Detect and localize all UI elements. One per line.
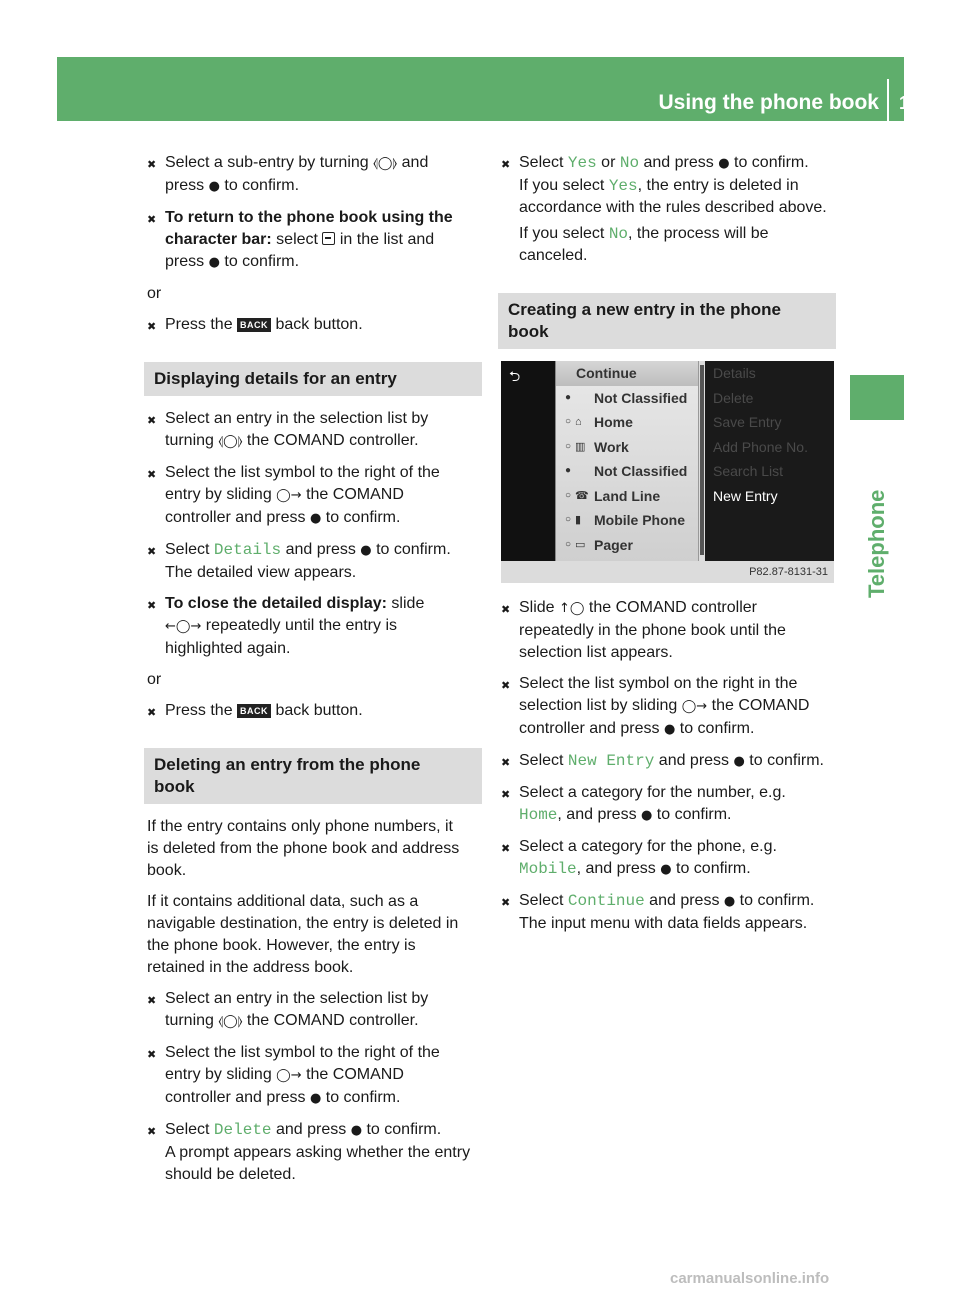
menu-term-yes: Yes (567, 154, 597, 172)
menu-item: Add Phone No. (713, 438, 808, 455)
menu-term-details: Details (213, 541, 282, 559)
controller-press-icon: ● (660, 862, 672, 877)
controller-press-icon: ● (641, 808, 653, 823)
controller-press-icon: ● (718, 156, 730, 171)
menu-item-active: New Entry (713, 487, 778, 504)
list-item: ● Not Classified (556, 459, 698, 484)
step-select-new-entry: ✖ Select New Entry and press ● to confirm. (501, 750, 837, 773)
step-marker-icon (501, 597, 510, 621)
controller-slide-right-icon: ◯→ (276, 1068, 302, 1083)
comand-screenshot (501, 361, 834, 583)
menu-item: Details (713, 365, 756, 381)
radio-icon: ○ (565, 514, 572, 525)
side-tab (850, 375, 904, 420)
step-select-list-symbol: ✖ Select the list symbol to the right of the entry by sliding ◯→ the COMAND controller and press ● to confirm. (147, 462, 482, 530)
step-marker-icon (147, 988, 156, 1012)
step-marker-icon (147, 207, 156, 231)
step-close-detailed-display: ✖ To close the detailed display: slide ←◯→ repeatedly until the entry is highlighted again. (147, 593, 482, 660)
controller-turn-icon: ⦉◯⦊ (218, 1014, 243, 1029)
menu-item: Delete (713, 389, 754, 406)
right-column (501, 152, 837, 944)
or-text: or (147, 671, 162, 688)
step-marker-icon (501, 673, 510, 697)
step-marker-icon (147, 1042, 156, 1066)
step-marker-icon (501, 782, 510, 806)
list-item: ○ ▥ Work (556, 435, 698, 460)
controller-press-icon: ● (663, 722, 676, 737)
step-marker-icon (501, 890, 510, 914)
list-item: ○ ☎ Land Line (556, 484, 698, 509)
controller-press-icon: ● (208, 179, 220, 194)
step-slide-up: ✖ Slide ↑◯ the COMAND controller repeatedly in the phone book until the selection list appears. (501, 597, 837, 664)
step-marker-icon (501, 750, 510, 774)
step-select-delete: ✖ Select Delete and press ● to confirm. A prompt appears asking whether the entry should be deleted. (147, 1119, 482, 1186)
controller-slide-left-right-icon: ←◯→ (165, 619, 202, 634)
or-text: or (147, 285, 162, 302)
controller-press-icon: ● (309, 1091, 322, 1106)
radio-icon: ○ (565, 416, 572, 427)
back-arrow-icon: ⮌ (509, 368, 521, 384)
step-marker-icon (147, 593, 156, 617)
controller-press-icon: ● (733, 754, 745, 769)
step-marker-icon (147, 700, 156, 724)
left-column (147, 152, 482, 1195)
menu-term-home: Home (519, 806, 558, 824)
menu-term-no: No (619, 154, 640, 172)
step-select-entry: ✖ Select an entry in the selection list by turning ⦉◯⦊ the COMAND controller. (147, 408, 482, 453)
screen-left-panel (501, 361, 555, 561)
controller-turn-icon: ⦉◯⦊ (373, 156, 398, 171)
watermark: carmanualsonline.info (670, 1270, 830, 1287)
menu-item: Search List (713, 463, 784, 479)
controller-slide-right-icon: ◯→ (276, 488, 302, 503)
list-item: ○ ▮ Mobile Phone (556, 508, 698, 533)
header-divider (887, 79, 889, 121)
mobile-phone-icon: ▮ (575, 514, 582, 526)
header-bar (57, 57, 930, 121)
controller-press-icon: ● (208, 255, 220, 270)
radio-icon: ○ (565, 489, 572, 501)
step-press-back: ✖ Press the BACK back button. (147, 314, 482, 336)
controller-slide-up-icon: ↑◯ (559, 601, 585, 616)
step-marker-icon (147, 408, 156, 432)
step-marker-icon (147, 314, 156, 338)
menu-term-no: No (608, 225, 629, 243)
step-return-character-bar: ✖ To return to the phone book using the character bar: select in the list and press ● to confirm. (147, 207, 482, 274)
radio-icon: ○ (565, 440, 572, 452)
menu-term-yes: Yes (608, 177, 638, 195)
screen-scrollbar (698, 361, 705, 561)
step-select-number-category: ✖ Select a category for the number, e.g. Home, and press ● to confirm. (501, 782, 837, 827)
page-number: 141 (899, 93, 930, 113)
step-select-continue: ✖ Select Continue and press ● to confirm. The input menu with data fields appears. (501, 890, 837, 935)
menu-term-mobile: Mobile (519, 860, 577, 878)
phone-icon: ☎ (575, 489, 589, 502)
controller-press-icon: ● (309, 511, 322, 526)
figure-caption: P82.87-8131-31 (501, 561, 834, 583)
menu-term-delete: Delete (213, 1121, 272, 1139)
controller-press-icon: ● (360, 543, 372, 558)
screen-options-menu (705, 361, 834, 561)
page-title: Using the phone book (658, 91, 879, 114)
step-select-details: ✖ Select Details and press ● to confirm. The detailed view appears. (147, 539, 482, 584)
step-marker-icon (147, 152, 156, 176)
side-tab-label: Telephone (864, 489, 889, 598)
step-select-yes-no: ✖ Select Yes or No and press ● to confirm. If you select Yes, the entry is deleted in accordance with the rules described above. If you select No, the process will be canceled. (501, 152, 837, 267)
step-select-list-symbol: ✖ Select the list symbol to the right of the entry by sliding ◯→ the COMAND controller and press ● to confirm. (147, 1042, 482, 1110)
step-marker-icon (501, 152, 510, 176)
controller-press-icon: ● (723, 894, 736, 909)
radio-icon: ○ (565, 538, 572, 550)
work-icon: ▥ (575, 440, 586, 453)
radio-icon: ● (565, 465, 572, 476)
section-heading-new-entry: Creating a new entry in the phone book (498, 293, 836, 349)
list-item: ○ ▭ Pager (556, 533, 698, 558)
menu-item: Save Entry (713, 414, 782, 430)
section-heading-delete: Deleting an entry from the phone book (144, 748, 482, 804)
list-symbol-icon (322, 232, 335, 245)
controller-press-icon: ● (350, 1123, 363, 1138)
controller-slide-right-icon: ◯→ (681, 699, 708, 714)
step-marker-icon (501, 836, 510, 860)
menu-term-new-entry: New Entry (567, 752, 655, 770)
step-select-phone-category: ✖ Select a category for the phone, e.g. Mobile, and press ● to confirm. (501, 836, 837, 881)
step-marker-icon (147, 1119, 156, 1143)
paragraph: If it contains additional data, such as a navigable destination, the entry is deleted in the phone book. However, the entry is retained in the address book. (147, 893, 459, 976)
pager-icon: ▭ (575, 538, 586, 551)
step-select-subentry: ✖ Select a sub-entry by turning ⦉◯⦊ and press ● to confirm. (147, 152, 482, 198)
screen-selection-list (555, 361, 698, 561)
paragraph: If the entry contains only phone numbers, it is deleted from the phone book and address book. (147, 818, 460, 879)
controller-turn-icon: ⦉◯⦊ (218, 434, 243, 449)
list-item: ○ ⌂ Home (556, 410, 698, 435)
step-marker-icon (147, 539, 156, 563)
section-heading-details: Displaying details for an entry (144, 362, 482, 396)
back-button-icon: BACK (237, 318, 271, 332)
menu-term-continue: Continue (567, 892, 645, 910)
list-item: ● Not Classified (556, 386, 698, 411)
list-item: Continue (556, 361, 698, 386)
step-press-back: ✖ Press the BACK back button. (147, 700, 482, 722)
step-select-entry: ✖ Select an entry in the selection list by turning ⦉◯⦊ the COMAND controller. (147, 988, 482, 1033)
radio-icon: ● (565, 391, 572, 403)
back-button-icon: BACK (237, 704, 271, 718)
home-icon: ⌂ (575, 416, 582, 428)
step-select-list-symbol: ✖ Select the list symbol on the right in the selection list by sliding ◯→ the COMAND controller and press ● to confirm. (501, 673, 837, 741)
step-marker-icon (147, 462, 156, 486)
